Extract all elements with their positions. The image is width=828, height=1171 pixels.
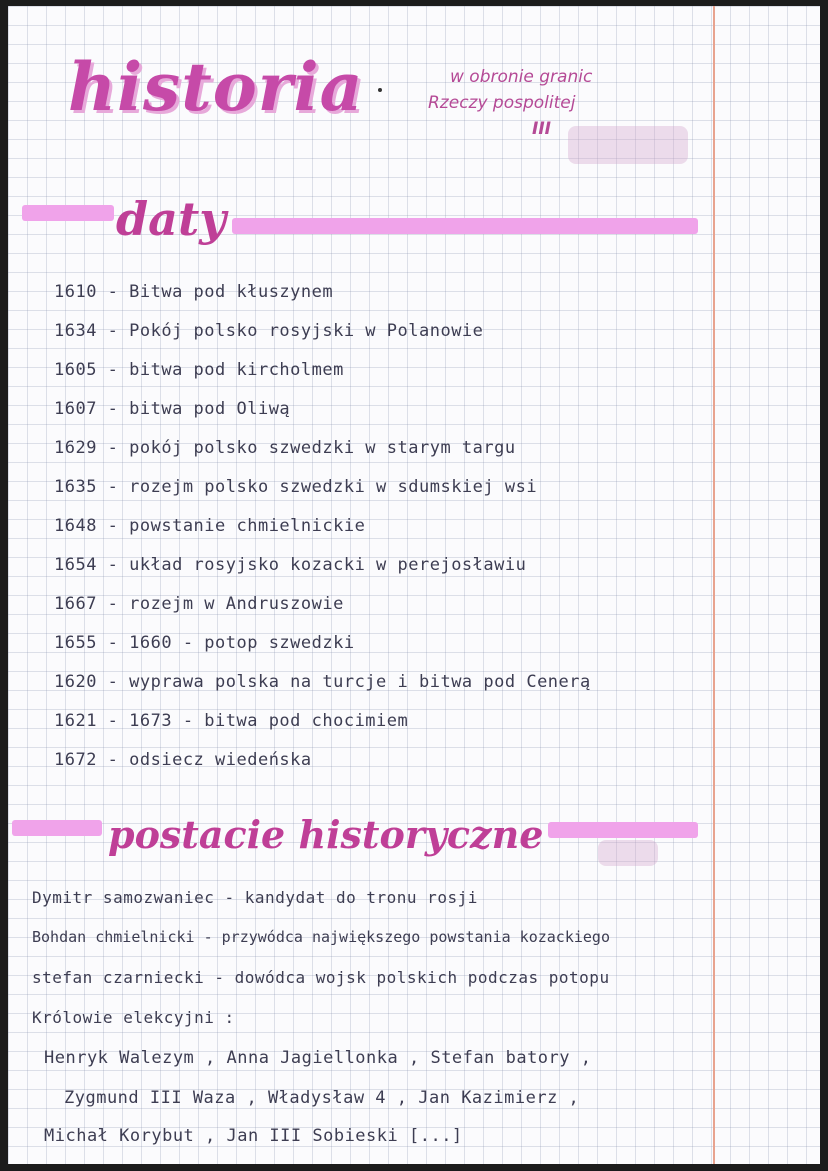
highlighter-smear (568, 126, 688, 164)
section-heading-figures: postacie historyczne (108, 812, 544, 857)
highlighter-smear (598, 840, 658, 866)
figure-line: Królowie elekcyjni : (32, 1008, 235, 1027)
date-entry: 1620 - wyprawa polska na turcje i bitwa pod Cenerą (54, 672, 591, 692)
date-entry: 1605 - bitwa pod kircholmem (54, 360, 344, 380)
margin-line (713, 6, 715, 1164)
date-entry: 1655 - 1660 - potop szwedzki (54, 633, 355, 653)
date-entry: 1610 - Bitwa pod kłuszynem (54, 282, 334, 302)
notebook-page (8, 6, 820, 1164)
date-entry: 1607 - bitwa pod Oliwą (54, 399, 291, 419)
figure-line: Michał Korybut , Jan III Sobieski [...] (44, 1126, 463, 1146)
figure-line: Henryk Walezym , Anna Jagiellonka , Stefan batory , (44, 1048, 592, 1068)
figure-line: stefan czarniecki - dowódca wojsk polskich podczas potopu (32, 968, 610, 987)
highlighter-band-left (12, 820, 102, 836)
date-entry: 1667 - rozejm w Andruszowie (54, 594, 344, 614)
date-entry: 1634 - Pokój polsko rosyjski w Polanowie (54, 321, 484, 341)
ink-dot (378, 88, 382, 92)
highlighter-band-right (548, 822, 698, 838)
figure-line: Dymitr samozwaniec - kandydat do tronu rosji (32, 888, 478, 907)
highlighter-band-right (232, 218, 698, 234)
date-entry: 1672 - odsiecz wiedeńska (54, 750, 312, 770)
date-entry: 1629 - pokój polsko szwedzki w starym targu (54, 438, 516, 458)
subtitle-line-2: Rzeczy pospolitej (428, 93, 576, 113)
section-heading-dates: daty (116, 192, 226, 246)
page-title: historia (68, 48, 364, 126)
subtitle-line-3: III (532, 119, 551, 139)
highlighter-band-left (22, 205, 114, 221)
subtitle-line-1: w obronie granic (450, 67, 593, 87)
figure-line: Zygmund III Waza , Władysław 4 , Jan Kazimierz , (64, 1088, 580, 1108)
date-entry: 1654 - układ rosyjsko kozacki w perejosławiu (54, 555, 527, 575)
figure-line: Bohdan chmielnicki - przywódca największego powstania kozackiego (32, 928, 610, 946)
date-entry: 1621 - 1673 - bitwa pod chocimiem (54, 711, 409, 731)
date-entry: 1635 - rozejm polsko szwedzki w sdumskiej wsi (54, 477, 538, 497)
date-entry: 1648 - powstanie chmielnickie (54, 516, 366, 536)
